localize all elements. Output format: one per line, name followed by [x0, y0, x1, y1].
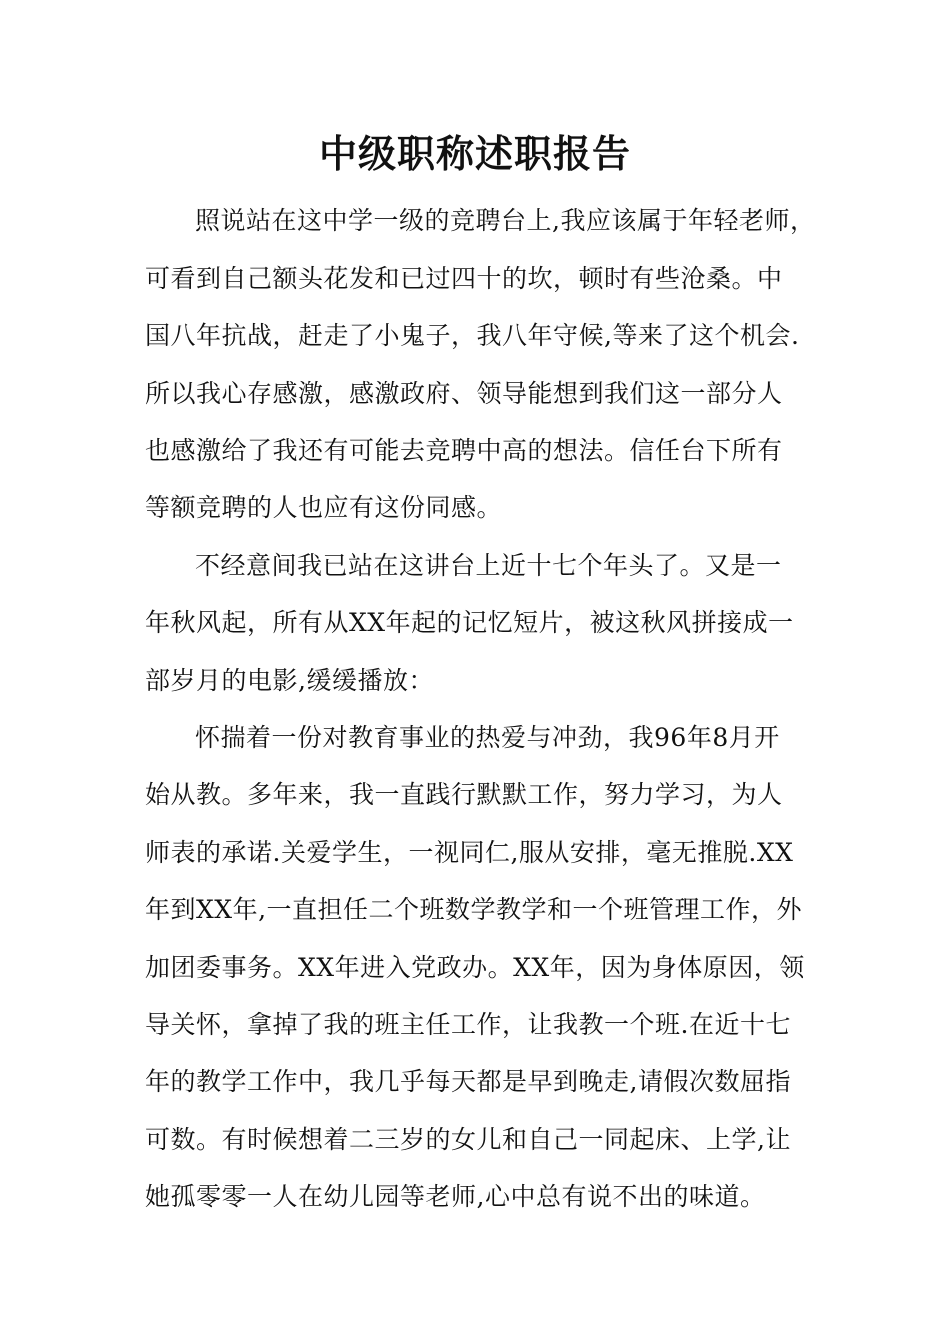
- paragraph-3-line-7: 年的教学工作中，我几乎每天都是早到晚走,请假次数屈指: [145, 1067, 791, 1096]
- paragraph-3-line-1: 怀揣着一份对教育事业的热爱与冲劲，我96年8月开: [195, 723, 780, 752]
- paragraph-3-line-6: 导关怀，拿掉了我的班主任工作，让我教一个班.在近十七: [145, 1010, 791, 1039]
- paragraph-3-line-3: 师表的承诺.关爱学生，一视同仁,服从安排，毫无推脱.XX: [145, 838, 794, 867]
- paragraph-1-line-3: 国八年抗战，赶走了小鬼子，我八年守候,等来了这个机会.: [145, 321, 800, 350]
- paragraph-1-line-1: 照说站在这中学一级的竞聘台上,我应该属于年轻老师，: [195, 206, 816, 235]
- paragraph-3-line-5: 加团委事务。XX年进入党政办。XX年，因为身体原因，领: [145, 953, 805, 982]
- paragraph-2-line-2: 年秋风起，所有从XX年起的记忆短片，被这秋风拼接成一: [145, 608, 794, 637]
- paragraph-3-line-4: 年到XX年,一直担任二个班数学教学和一个班管理工作，外: [145, 895, 803, 924]
- paragraph-1-line-2: 可看到自己额头花发和已过四十的坎，顿时有些沧桑。中: [145, 264, 783, 293]
- paragraph-3-line-2: 始从教。多年来，我一直践行默默工作，努力学习，为人: [145, 780, 783, 809]
- paragraph-3-line-9: 她孤零零一人在幼儿园等老师,心中总有说不出的味道。: [145, 1182, 766, 1211]
- paragraph-1-line-4: 所以我心存感激，感激政府、领导能想到我们这一部分人: [145, 379, 783, 408]
- paragraph-1-line-6: 等额竞聘的人也应有这份同感。: [145, 493, 503, 522]
- paragraph-2-line-1: 不经意间我已站在这讲台上近十七个年头了。又是一: [195, 551, 782, 580]
- paragraph-1-line-5: 也感激给了我还有可能去竞聘中高的想法。信任台下所有: [145, 436, 783, 465]
- page-title: 中级职称述职报告: [318, 131, 631, 176]
- paragraph-3-line-8: 可数。有时候想着二三岁的女儿和自己一同起床、上学,让: [145, 1125, 791, 1154]
- paragraph-2-line-3: 部岁月的电影,缓缓播放：: [145, 666, 434, 695]
